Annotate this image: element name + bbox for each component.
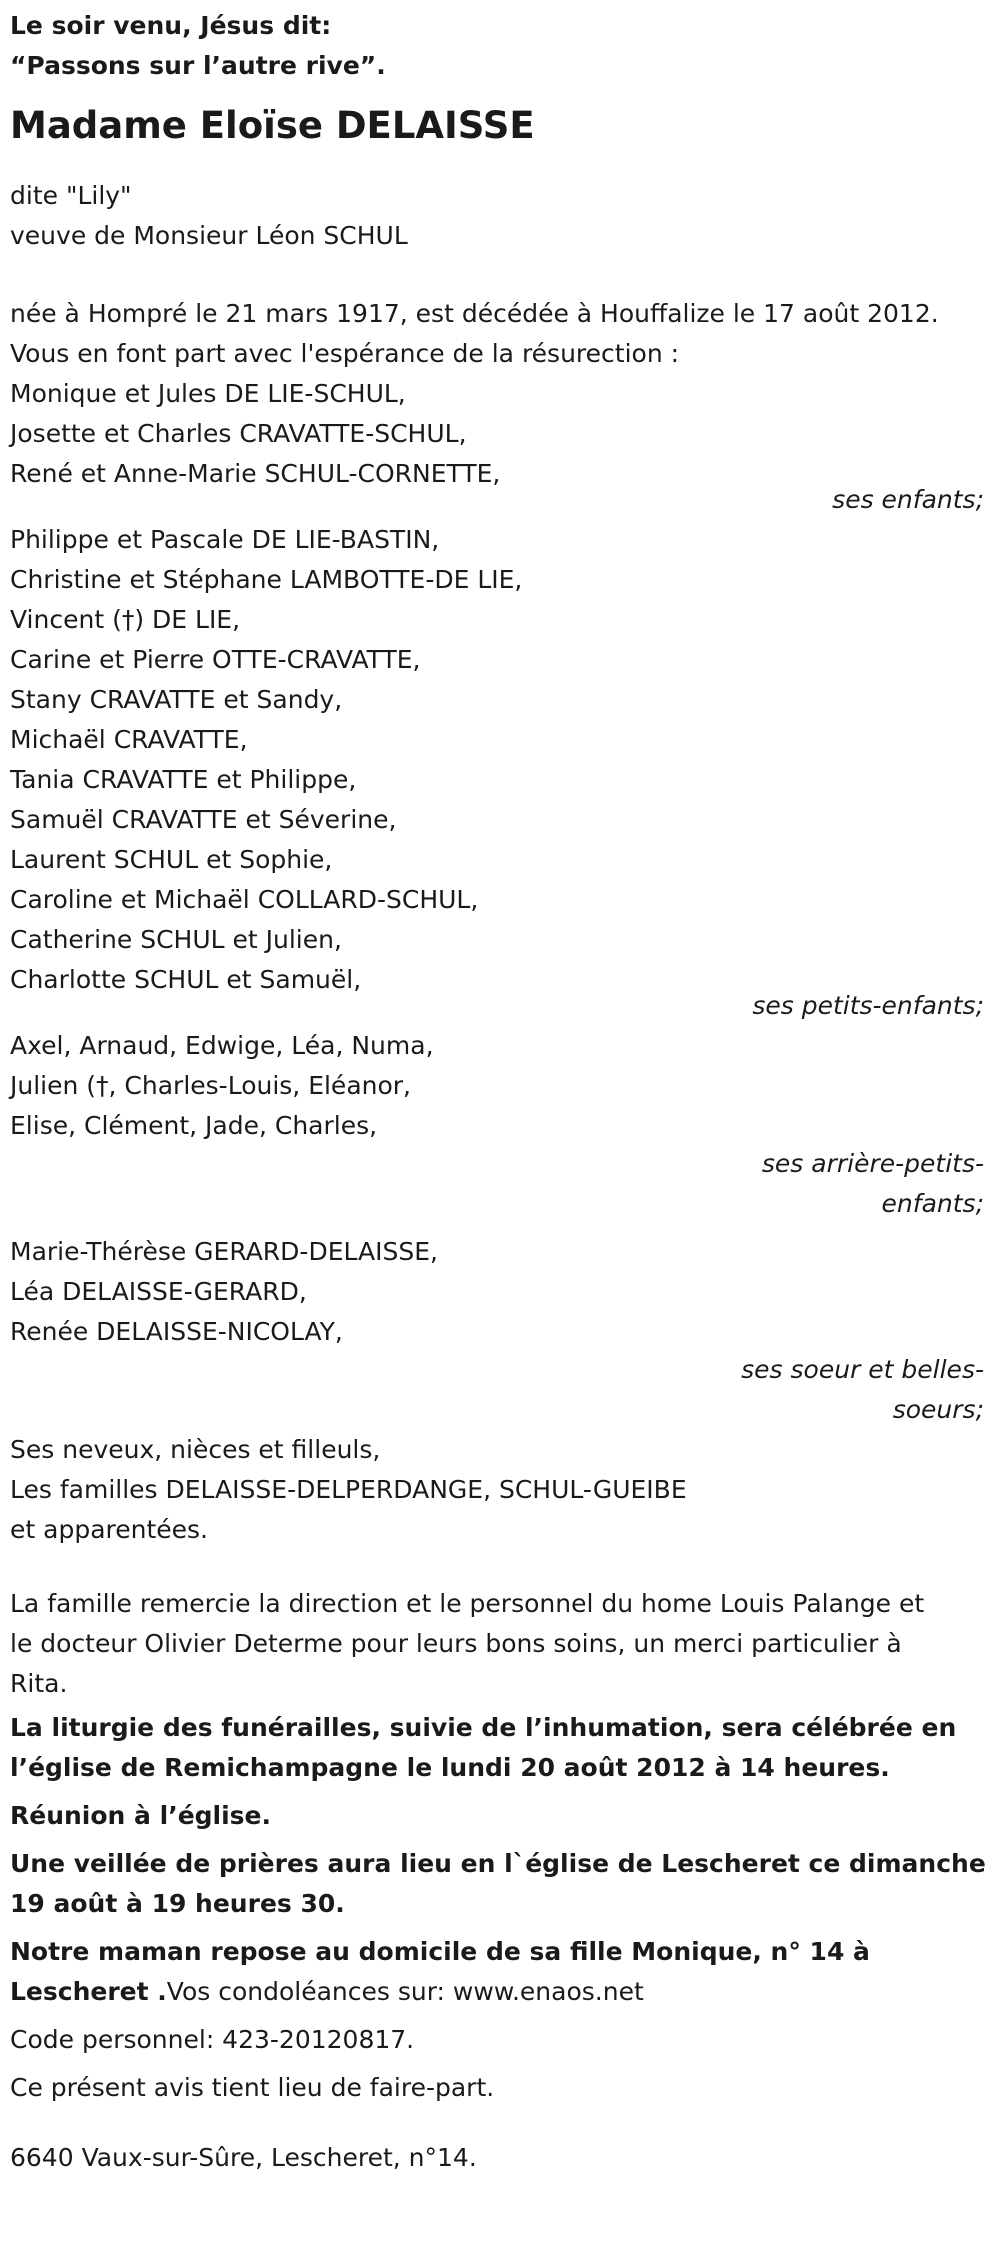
- grandchildren-section: [10, 520, 990, 1026]
- grandchildren-line: Laurent SCHUL et Sophie,: [10, 845, 333, 874]
- thanks-line: Rita.: [10, 1669, 68, 1698]
- sisters-role-2: soeurs;: [892, 1395, 984, 1424]
- liturgy-section: [10, 1708, 990, 1788]
- liturgy-line: La liturgie des funérailles, suivie de l’inhumation, sera célébrée en: [10, 1713, 957, 1742]
- great-grandchildren-role-2: enfants;: [881, 1189, 984, 1218]
- liturgy-line: l’église de Remichampagne le lundi 20 août 2012 à 14 heures.: [10, 1753, 890, 1782]
- deceased-name: Madame Eloïse DELAISSE: [10, 104, 535, 147]
- children-section: [10, 374, 990, 520]
- children-line: René et Anne-Marie SCHUL-CORNETTE,: [10, 459, 501, 488]
- grandchildren-line: Catherine SCHUL et Julien,: [10, 925, 342, 954]
- personal-code: Code personnel: 423-20120817.: [10, 2025, 415, 2054]
- grandchildren-role: ses petits-enfants;: [752, 991, 984, 1020]
- others-line: et apparentées.: [10, 1515, 208, 1544]
- widow-of: veuve de Monsieur Léon SCHUL: [10, 221, 408, 250]
- vigil-line: Une veillée de prières aura lieu en l`église de Lescheret ce dimanche: [10, 1849, 986, 1878]
- children-role: ses enfants;: [832, 485, 984, 514]
- condolences-text: Vos condoléances sur: www.enaos.net: [166, 1977, 644, 2006]
- rest-section: [10, 1932, 990, 2012]
- thanks-line: La famille remercie la direction et le personnel du home Louis Palange et: [10, 1589, 925, 1618]
- great-grandchildren-line: Julien (†, Charles-Louis, Eléanor,: [10, 1071, 412, 1100]
- children-line: Monique et Jules DE LIE-SCHUL,: [10, 379, 406, 408]
- great-grandchildren-section: [10, 1026, 990, 1224]
- grandchildren-line: Tania CRAVATTE et Philippe,: [10, 765, 357, 794]
- birth-death: née à Hompré le 21 mars 1917, est décédée à Houffalize le 17 août 2012.: [10, 299, 939, 328]
- others-section: [10, 1430, 990, 1550]
- alias: dite "Lily": [10, 181, 132, 210]
- grandchildren-line: Vincent (†) DE LIE,: [10, 605, 241, 634]
- great-grandchildren-role-1: ses arrière-petits-: [761, 1149, 984, 1178]
- grandchildren-line: Caroline et Michaël COLLARD-SCHUL,: [10, 885, 479, 914]
- great-grandchildren-line: Elise, Clément, Jade, Charles,: [10, 1111, 378, 1140]
- grandchildren-line: Carine et Pierre OTTE-CRAVATTE,: [10, 645, 421, 674]
- rest-place: Lescheret .: [10, 1977, 167, 2006]
- grandchildren-line: Christine et Stéphane LAMBOTTE-DE LIE,: [10, 565, 523, 594]
- grandchildren-line: Charlotte SCHUL et Samuël,: [10, 965, 362, 994]
- grandchildren-line: Stany CRAVATTE et Sandy,: [10, 685, 343, 714]
- vigil-line: 19 août à 19 heures 30.: [10, 1889, 345, 1918]
- sisters-line: Renée DELAISSE-NICOLAY,: [10, 1317, 343, 1346]
- sisters-section: [10, 1232, 990, 1430]
- children-line: Josette et Charles CRAVATTE-SCHUL,: [10, 419, 467, 448]
- intro: Vous en font part avec l'espérance de la résurection :: [10, 339, 680, 368]
- vigil-section: [10, 1844, 990, 1924]
- others-line: Les familles DELAISSE-DELPERDANGE, SCHUL-GUEIBE: [10, 1475, 687, 1504]
- rest-line-2: [10, 1972, 990, 2012]
- epigraph-line-2: “Passons sur l’autre rive”.: [10, 51, 386, 80]
- notice: Ce présent avis tient lieu de faire-part.: [10, 2073, 495, 2102]
- epigraph-line-1: Le soir venu, Jésus dit:: [10, 11, 332, 40]
- grandchildren-line: Samuël CRAVATTE et Séverine,: [10, 805, 397, 834]
- great-grandchildren-line: Axel, Arnaud, Edwige, Léa, Numa,: [10, 1031, 434, 1060]
- grandchildren-line: Philippe et Pascale DE LIE-BASTIN,: [10, 525, 440, 554]
- sisters-line: Léa DELAISSE-GERARD,: [10, 1277, 307, 1306]
- others-line: Ses neveux, nièces et filleuls,: [10, 1435, 381, 1464]
- thanks-line: le docteur Olivier Determe pour leurs bons soins, un merci particulier à: [10, 1629, 902, 1658]
- sisters-role-1: ses soeur et belles-: [741, 1355, 984, 1384]
- address: 6640 Vaux-sur-Sûre, Lescheret, n°14.: [10, 2143, 477, 2172]
- sisters-line: Marie-Thérèse GERARD-DELAISSE,: [10, 1237, 438, 1266]
- grandchildren-line: Michaël CRAVATTE,: [10, 725, 248, 754]
- meeting-note: Réunion à l’église.: [10, 1801, 272, 1830]
- rest-line: Notre maman repose au domicile de sa fille Monique, n° 14 à: [10, 1937, 870, 1966]
- thanks-section: [10, 1584, 990, 1704]
